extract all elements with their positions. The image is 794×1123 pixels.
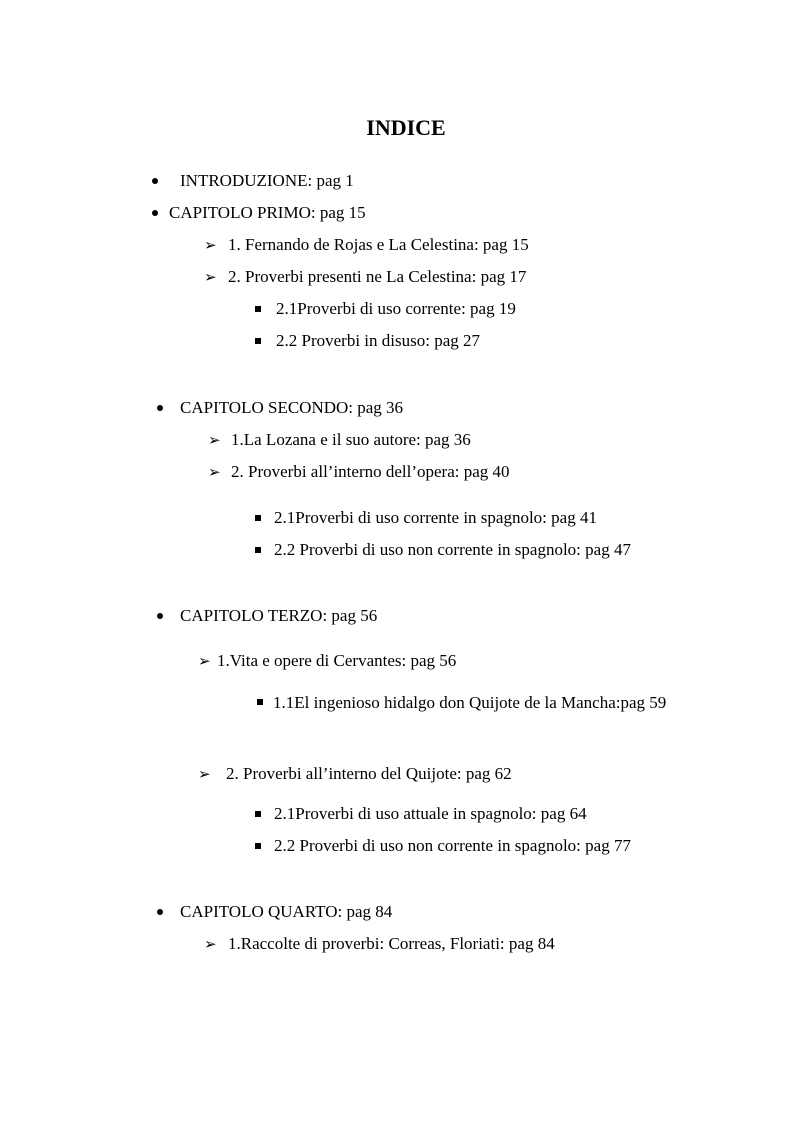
toc-entry-introduzione: INTRODUZIONE: pag 1 — [180, 171, 354, 190]
arrow-bullet-icon: ➢ — [208, 431, 221, 449]
square-bullet-icon — [255, 515, 261, 521]
page-title: INDICE — [366, 115, 446, 140]
square-bullet-icon — [255, 306, 261, 312]
arrow-bullet-icon: ➢ — [198, 652, 211, 670]
bullet-dot-icon — [157, 405, 163, 411]
toc-entry-3-1: 1.Vita e opere di Cervantes: pag 56 — [217, 651, 457, 670]
toc-entry-1-2-1: 2.1Proverbi di uso corrente: pag 19 — [276, 299, 516, 318]
toc-entry-capitolo-terzo: CAPITOLO TERZO: pag 56 — [180, 606, 378, 625]
toc-entry-1-2: 2. Proverbi presenti ne La Celestina: pag 17 — [228, 267, 527, 286]
toc-entry-2-2-1: 2.1Proverbi di uso corrente in spagnolo: pag 41 — [274, 508, 597, 527]
toc-entry-capitolo-quarto: CAPITOLO QUARTO: pag 84 — [180, 902, 393, 921]
toc-entry-capitolo-primo: CAPITOLO PRIMO: pag 15 — [169, 203, 366, 222]
toc-entry-3-2-2: 2.2 Proverbi di uso non corrente in spagnolo: pag 77 — [274, 836, 631, 855]
toc-entry-capitolo-secondo: CAPITOLO SECONDO: pag 36 — [180, 398, 404, 417]
square-bullet-icon — [255, 811, 261, 817]
arrow-bullet-icon: ➢ — [198, 765, 211, 783]
toc-entry-2-2: 2. Proverbi all’interno dell’opera: pag 40 — [231, 462, 510, 481]
toc-entry-3-2-1: 2.1Proverbi di uso attuale in spagnolo: pag 64 — [274, 804, 587, 823]
square-bullet-icon — [255, 843, 261, 849]
bullet-dot-icon — [157, 909, 163, 915]
bullet-dot-icon — [157, 613, 163, 619]
arrow-bullet-icon: ➢ — [208, 463, 221, 481]
square-bullet-icon — [255, 547, 261, 553]
toc-entry-3-1-1: 1.1El ingenioso hidalgo don Quijote de la Mancha:pag 59 — [273, 693, 667, 712]
bullet-dot-icon — [152, 178, 158, 184]
arrow-bullet-icon: ➢ — [204, 268, 217, 286]
toc-entry-2-2-2: 2.2 Proverbi di uso non corrente in spagnolo: pag 47 — [274, 540, 631, 559]
toc-entry-4-1: 1.Raccolte di proverbi: Correas, Floriati: pag 84 — [228, 934, 555, 953]
arrow-bullet-icon: ➢ — [204, 236, 217, 254]
toc-entry-2-1: 1.La Lozana e il suo autore: pag 36 — [231, 430, 471, 449]
arrow-bullet-icon: ➢ — [204, 935, 217, 953]
toc-entry-1-1: 1. Fernando de Rojas e La Celestina: pag 15 — [228, 235, 529, 254]
toc-entry-1-2-2: 2.2 Proverbi in disuso: pag 27 — [276, 331, 480, 350]
toc-entry-3-2: 2. Proverbi all’interno del Quijote: pag 62 — [226, 764, 512, 783]
square-bullet-icon — [255, 338, 261, 344]
bullet-dot-icon — [152, 210, 158, 216]
